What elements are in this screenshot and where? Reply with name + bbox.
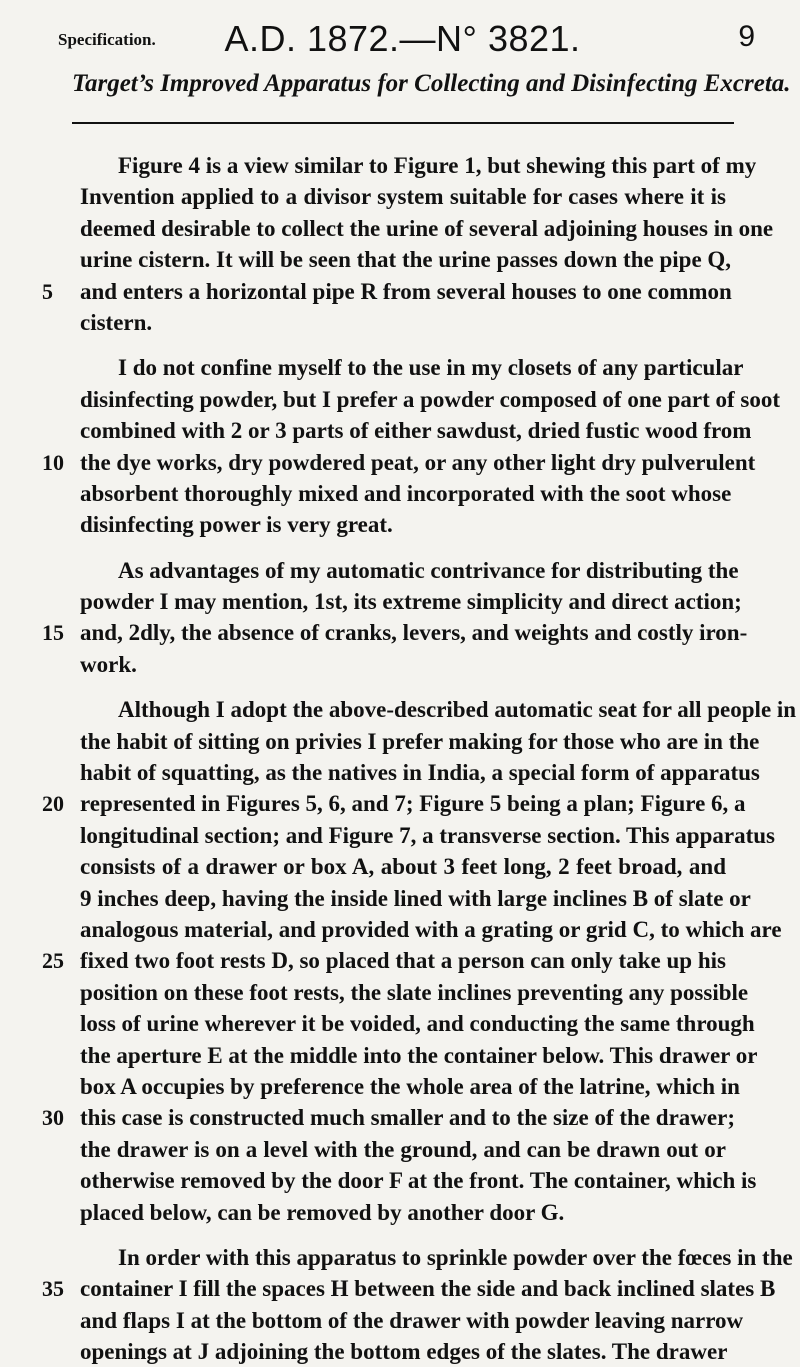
- text-line: [0, 1197, 800, 1228]
- line-text: urine cistern. It will be seen that the urine passes down the pipe Q,: [80, 247, 732, 273]
- line-text: the dye works, dry powdered peat, or any other light dry pulverulent: [80, 449, 756, 475]
- line-text: otherwise removed by the door F at the front. The container, which is: [80, 1168, 757, 1194]
- text-line: [0, 757, 800, 788]
- line-text: deemed desirable to collect the urine of several adjoining houses in one: [80, 215, 774, 241]
- page-number: 9: [738, 20, 755, 53]
- line-number: 35: [42, 1276, 64, 1302]
- text-line: [0, 1040, 800, 1071]
- line-text: container I fill the spaces H between the side and back inclined slates B: [80, 1276, 776, 1302]
- text-line: [0, 1165, 800, 1196]
- body-text: [0, 150, 800, 1367]
- text-line: [0, 617, 800, 648]
- text-line: [0, 1008, 800, 1039]
- text-line: [0, 586, 800, 617]
- text-line: [0, 447, 800, 478]
- line-text: placed below, can be removed by another door G.: [80, 1199, 565, 1225]
- line-number: 5: [42, 278, 53, 304]
- text-line: [0, 478, 800, 509]
- header-patent-number: A.D. 1872.—N° 3821.: [224, 18, 581, 59]
- paragraph-gap: [0, 338, 800, 352]
- line-text: the habit of sitting on privies I prefer making for those who are in the: [80, 728, 760, 754]
- line-text: and, 2dly, the absence of cranks, levers, and weights and costly iron-: [80, 620, 748, 646]
- text-line: [0, 694, 800, 725]
- line-text: 9 inches deep, having the inside lined with large inclines B of slate or: [80, 885, 751, 911]
- text-line: [0, 977, 800, 1008]
- line-text: the drawer is on a level with the ground, and can be drawn out or: [80, 1136, 726, 1162]
- text-line: [0, 384, 800, 415]
- text-line: [0, 352, 800, 383]
- text-line: [0, 820, 800, 851]
- line-text: disinfecting powder, but I prefer a powder composed of one part of soot: [80, 386, 781, 412]
- text-line: [0, 1134, 800, 1165]
- text-line: [0, 307, 800, 338]
- subtitle-rule: [72, 122, 734, 124]
- line-text: In order with this apparatus to sprinkle powder over the fœces in the: [118, 1244, 793, 1270]
- line-text: position on these foot rests, the slate inclines preventing any possible: [80, 979, 749, 1005]
- text-line: [0, 555, 800, 586]
- text-line: [0, 945, 800, 976]
- text-line: [0, 649, 800, 680]
- line-number: 25: [42, 948, 64, 974]
- text-line: [0, 1071, 800, 1102]
- text-line: [0, 181, 800, 212]
- text-line: [0, 1336, 800, 1367]
- line-text: powder I may mention, 1st, its extreme simplicity and direct action;: [80, 589, 742, 615]
- line-text: Invention applied to a divisor system suitable for cases where it is: [80, 184, 726, 210]
- text-line: [0, 509, 800, 540]
- line-text: the aperture E at the middle into the container below. This drawer or: [80, 1042, 758, 1068]
- text-line: [0, 276, 800, 307]
- line-number: 30: [42, 1105, 64, 1131]
- line-text: this case is constructed much smaller and to the size of the drawer;: [80, 1105, 735, 1131]
- paragraph: [0, 352, 800, 540]
- line-text: combined with 2 or 3 parts of either sawdust, dried fustic wood from: [80, 418, 752, 444]
- text-line: [0, 1102, 800, 1133]
- paragraph-gap: [0, 541, 800, 555]
- line-text: I do not confine myself to the use in my closets of any particular: [118, 355, 744, 381]
- paragraph-gap: [0, 680, 800, 694]
- paragraph-gap: [0, 1228, 800, 1242]
- text-line: [0, 415, 800, 446]
- line-text: Figure 4 is a view similar to Figure 1, but shewing this part of my: [118, 153, 757, 178]
- text-line: [0, 914, 800, 945]
- text-line: [0, 851, 800, 882]
- line-text: represented in Figures 5, 6, and 7; Figure 5 being a plan; Figure 6, a: [80, 791, 746, 817]
- line-text: cistern.: [80, 309, 153, 335]
- line-text: absorbent thoroughly mixed and incorporated with the soot whose: [80, 480, 732, 506]
- line-number: 15: [42, 620, 64, 646]
- line-text: box A occupies by preference the whole area of the latrine, which in: [80, 1073, 740, 1099]
- line-text: disinfecting power is very great.: [80, 512, 393, 538]
- line-text: and enters a horizontal pipe R from several houses to one common: [80, 278, 732, 304]
- line-text: habit of squatting, as the natives in India, a special form of apparatus: [80, 760, 760, 786]
- line-number: 10: [42, 449, 64, 475]
- paragraph: [0, 694, 800, 1228]
- paragraph: [0, 1242, 800, 1367]
- line-text: As advantages of my automatic contrivance for distributing the: [118, 557, 739, 583]
- line-text: and flaps I at the bottom of the drawer with powder leaving narrow: [80, 1307, 744, 1333]
- header-specification: Specification.: [58, 30, 156, 49]
- text-line: [0, 788, 800, 819]
- text-line: [0, 883, 800, 914]
- line-text: longitudinal section; and Figure 7, a transverse section. This apparatus: [80, 822, 775, 848]
- line-text: analogous material, and provided with a grating or grid C, to which are: [80, 916, 782, 942]
- line-text: loss of urine wherever it be voided, and conducting the same through: [80, 1011, 755, 1037]
- text-line: [0, 1305, 800, 1336]
- line-text: fixed two foot rests D, so placed that a person can only take up his: [80, 948, 726, 974]
- text-line: [0, 726, 800, 757]
- text-line: [0, 244, 800, 275]
- line-number: 20: [42, 791, 64, 817]
- line-text: consists of a drawer or box A, about 3 feet long, 2 feet broad, and: [80, 854, 726, 880]
- page-subtitle: Target’s Improved Apparatus for Collecting and Disinfecting Excreta.: [72, 70, 791, 97]
- page-header: [50, 14, 755, 59]
- paragraph: [0, 150, 800, 338]
- text-line: [0, 213, 800, 244]
- line-text: openings at J adjoining the bottom edges of the slates. The drawer: [80, 1339, 728, 1365]
- paragraph: [0, 555, 800, 681]
- text-line: [0, 1273, 800, 1304]
- text-line: [0, 1242, 800, 1273]
- line-text: work.: [80, 651, 137, 677]
- line-text: Although I adopt the above-described automatic seat for all people in: [118, 697, 797, 723]
- text-line: [0, 150, 800, 181]
